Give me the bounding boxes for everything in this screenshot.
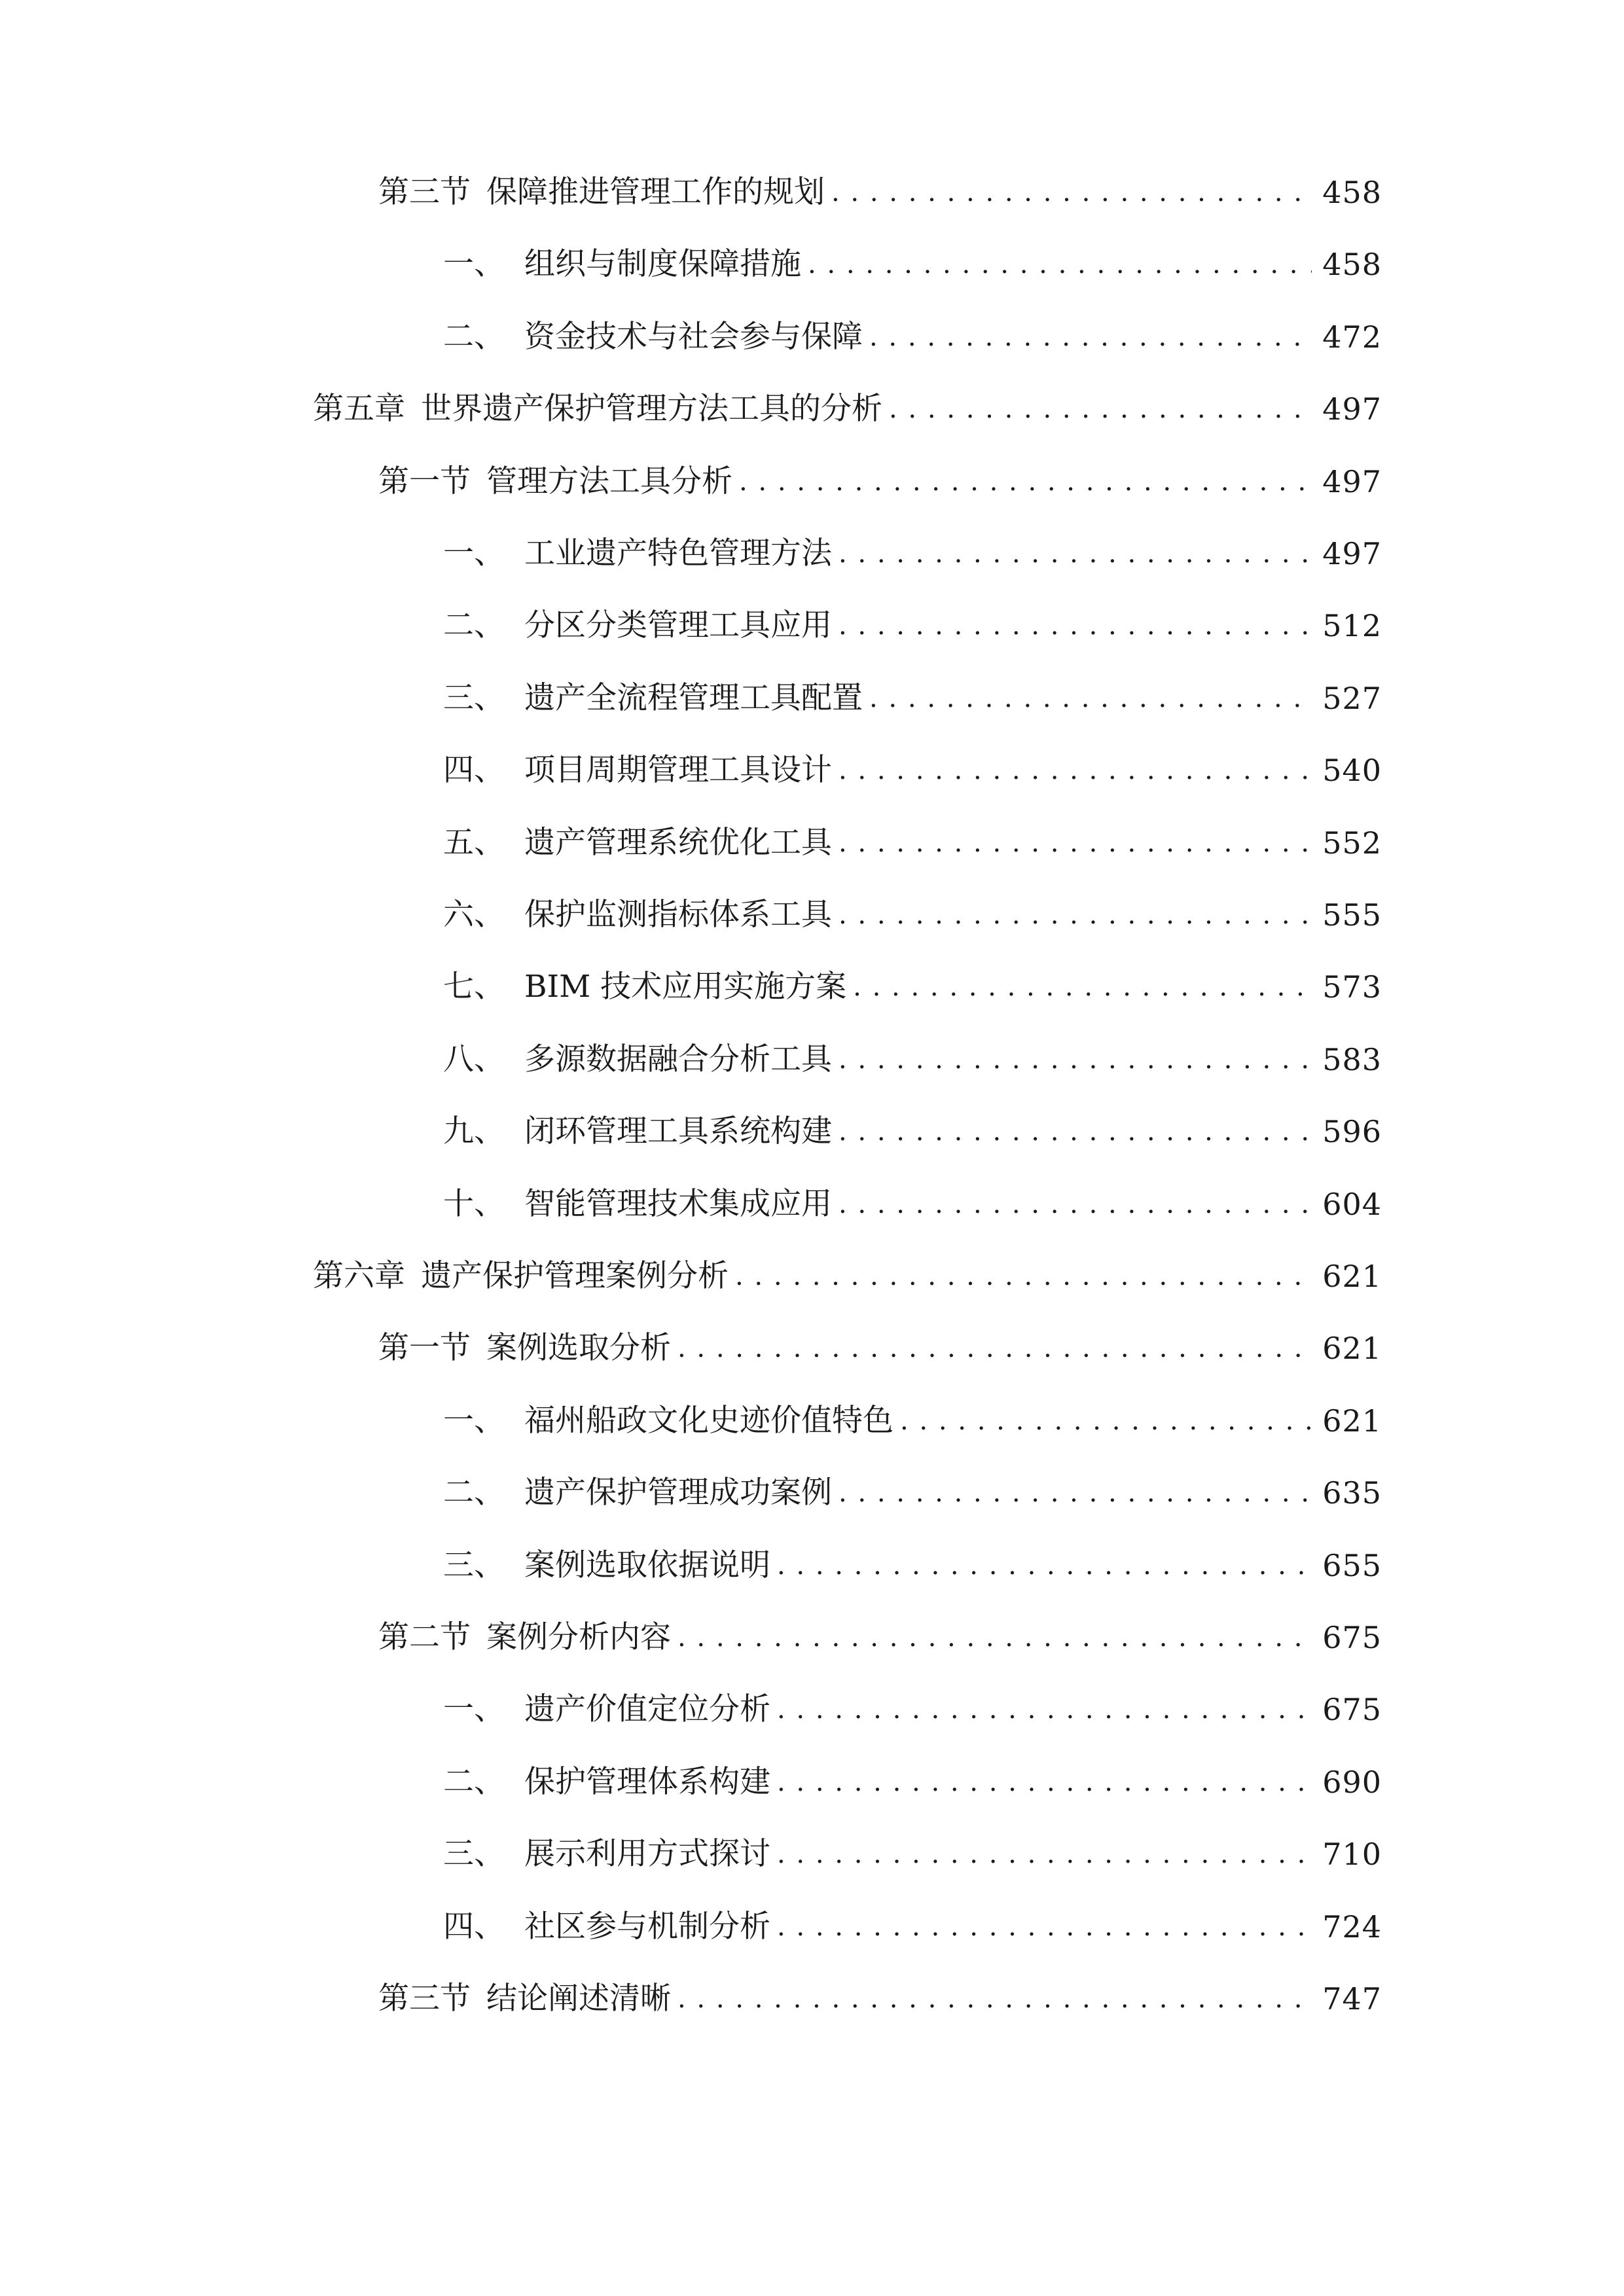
dot-leader [839,1105,1312,1158]
toc-entry-item[interactable] [443,1178,1382,1230]
toc-entry-label: 组织与制度保障措施 [524,246,801,283]
dot-leader [839,1033,1312,1086]
toc-entry-title [443,889,832,941]
toc-entry-page-number: 621 [1322,1259,1382,1294]
toc-entry-item[interactable] [443,1828,1382,1880]
toc-entry-number: 一、 [443,1402,505,1439]
toc-entry-number: 五、 [443,824,505,861]
toc-entry-page-number: 675 [1322,1692,1382,1728]
toc-entry-title [443,528,832,580]
toc-entry-title [378,1611,671,1664]
toc-entry-item[interactable] [443,1683,1382,1736]
toc-entry-section[interactable] [378,1973,1382,2025]
toc-entry-title [443,1756,770,1808]
toc-entry-title [443,744,832,797]
toc-entry-number: 十、 [443,1185,505,1222]
toc-entry-number: 三、 [443,1836,505,1873]
toc-entry-label: 遗产价值定位分析 [524,1691,770,1728]
toc-entry-number: 二、 [443,1763,505,1800]
toc-entry-section[interactable] [378,1322,1382,1374]
toc-entry-page-number: 555 [1322,897,1382,933]
toc-entry-label: 保护监测指标体系工具 [524,897,832,933]
toc-entry-title [443,817,832,869]
toc-entry-page-number: 604 [1322,1186,1382,1222]
toc-entry-item[interactable] [443,1539,1382,1592]
toc-entry-title [443,1901,770,1953]
toc-entry-label: 智能管理技术集成应用 [524,1185,832,1222]
toc-entry-label: 结论阐述清晰 [486,1981,671,2017]
toc-entry-item[interactable] [443,1395,1382,1447]
toc-entry-page-number: 583 [1322,1041,1382,1077]
dot-leader [777,1901,1312,1953]
toc-entry-number: 第一节 [378,1330,471,1367]
toc-entry-label: BIM 技术应用实施方案 [524,969,847,1005]
dot-leader [677,1611,1312,1664]
toc-entry-item[interactable] [443,1467,1382,1519]
toc-entry-title [443,961,846,1013]
dot-leader [869,672,1312,725]
dot-leader [677,1973,1312,2025]
toc-entry-number: 六、 [443,897,505,933]
toc-entry-page-number: 458 [1322,247,1382,283]
dot-leader [777,1683,1312,1736]
toc-entry-label: 保护管理体系构建 [524,1763,770,1800]
toc-entry-item[interactable] [443,238,1382,291]
toc-entry-page-number: 512 [1322,608,1382,644]
toc-entry-number: 第三节 [378,1981,471,2017]
dot-leader [735,1250,1312,1302]
toc-entry-number: 四、 [443,1908,505,1945]
toc-entry-item[interactable] [443,961,1382,1013]
toc-entry-label: 福州船政文化史迹价值特色 [524,1402,893,1439]
toc-entry-page-number: 621 [1322,1403,1382,1439]
dot-leader [839,1467,1312,1519]
toc-entry-label: 遗产保护管理成功案例 [524,1475,832,1511]
toc-entry-number: 第二节 [378,1619,471,1655]
toc-entry-page-number: 724 [1322,1909,1382,1945]
toc-entry-number: 七、 [443,969,505,1005]
toc-entry-title [443,1033,832,1086]
toc-entry-number: 九、 [443,1113,505,1150]
toc-entry-page-number: 675 [1322,1620,1382,1655]
toc-entry-label: 项目周期管理工具设计 [524,752,832,789]
toc-entry-title [443,311,863,363]
toc-entry-number: 四、 [443,752,505,789]
toc-entry-number: 三、 [443,1547,505,1583]
toc-entry-title [443,672,863,725]
toc-entry-section[interactable] [378,166,1382,219]
toc-entry-title [443,1178,832,1230]
toc-entry-item[interactable] [443,1756,1382,1808]
toc-entry-page-number: 527 [1322,680,1382,716]
toc-entry-item[interactable] [443,600,1382,652]
toc-entry-number: 第六章 [313,1258,405,1294]
toc-entry-title [378,166,825,219]
toc-entry-title [313,1250,729,1302]
toc-entry-page-number: 552 [1322,825,1382,861]
dot-leader [839,528,1312,580]
toc-entry-item[interactable] [443,1033,1382,1086]
dot-leader [808,238,1312,291]
toc-entry-label: 案例分析内容 [486,1619,671,1655]
toc-entry-number: 二、 [443,1475,505,1511]
toc-entry-item[interactable] [443,889,1382,941]
toc-entry-page-number: 710 [1322,1837,1382,1873]
toc-entry-title [378,1322,671,1374]
toc-entry-title [378,1973,671,2025]
dot-leader [831,166,1312,219]
toc-entry-number: 一、 [443,1691,505,1728]
dot-leader [777,1756,1312,1808]
toc-entry-item[interactable] [443,744,1382,797]
toc-entry-label: 工业遗产特色管理方法 [524,535,832,571]
dot-leader [739,456,1312,508]
toc-entry-label: 管理方法工具分析 [486,463,732,499]
toc-entry-page-number: 655 [1322,1547,1382,1583]
toc-entry-label: 世界遗产保护管理方法工具的分析 [421,391,882,427]
toc-entry-page-number: 472 [1322,319,1382,355]
dot-leader [839,1178,1312,1230]
toc-entry-number: 三、 [443,679,505,716]
toc-entry-title [443,238,801,291]
toc-entry-section[interactable] [378,1611,1382,1664]
toc-entry-item[interactable] [443,311,1382,363]
toc-entry-label: 多源数据融合分析工具 [524,1041,832,1077]
toc-entry-item[interactable] [443,672,1382,725]
toc-entry-number: 第五章 [313,391,405,427]
toc-entry-label: 案例选取依据说明 [524,1547,770,1583]
toc-entry-title [313,383,882,435]
dot-leader [869,311,1312,363]
dot-leader [677,1322,1312,1374]
toc-entry-number: 二、 [443,318,505,355]
toc-entry-title [443,1539,770,1592]
toc-entry-number: 二、 [443,607,505,644]
dot-leader [777,1539,1312,1592]
toc-entry-label: 案例选取分析 [486,1330,671,1367]
toc-entry-title [443,1467,832,1519]
toc-entry-title [443,1683,770,1736]
dot-leader [777,1828,1312,1880]
toc-entry-page-number: 621 [1322,1331,1382,1367]
toc-entry-page-number: 596 [1322,1114,1382,1150]
toc-entry-page-number: 497 [1322,536,1382,571]
toc-entry-number: 第三节 [378,174,471,210]
dot-leader [839,889,1312,941]
toc-entry-section[interactable] [378,456,1382,508]
toc-entry-title [443,1395,893,1447]
toc-entry-number: 第一节 [378,463,471,499]
toc-entry-label: 保障推进管理工作的规划 [486,174,825,210]
toc-entry-item[interactable] [443,817,1382,869]
toc-entry-label: 遗产保护管理案例分析 [421,1258,729,1294]
toc-entry-chapter[interactable] [313,1250,1382,1302]
toc-entry-chapter[interactable] [313,383,1382,435]
toc-entry-label: 遗产全流程管理工具配置 [524,679,863,716]
toc-entry-page-number: 635 [1322,1475,1382,1511]
dot-leader [853,961,1312,1013]
toc-entry-title [378,456,732,508]
dot-leader [839,744,1312,797]
toc-entry-label: 分区分类管理工具应用 [524,607,832,644]
toc-entry-page-number: 690 [1322,1764,1382,1800]
dot-leader [839,817,1312,869]
toc-entry-item[interactable] [443,528,1382,580]
toc-entry-label: 展示利用方式探讨 [524,1836,770,1873]
toc-entry-item[interactable] [443,1901,1382,1953]
dot-leader [900,1395,1312,1447]
toc-entry-title [443,1828,770,1880]
toc-entry-number: 一、 [443,246,505,283]
toc-entry-item[interactable] [443,1105,1382,1158]
toc-entry-title [443,1105,832,1158]
toc-entry-number: 一、 [443,535,505,571]
toc-entry-label: 社区参与机制分析 [524,1908,770,1945]
toc-entry-title [443,600,832,652]
toc-entry-label: 遗产管理系统优化工具 [524,824,832,861]
toc-entry-page-number: 497 [1322,463,1382,499]
toc-entry-label: 资金技术与社会参与保障 [524,318,863,355]
toc-entry-page-number: 747 [1322,1981,1382,2017]
toc-entry-page-number: 540 [1322,753,1382,789]
toc-entry-page-number: 497 [1322,391,1382,427]
toc-entry-number: 八、 [443,1041,505,1077]
toc-entry-page-number: 458 [1322,175,1382,210]
dot-leader [839,600,1312,652]
dot-leader [889,383,1312,435]
toc-entry-label: 闭环管理工具系统构建 [524,1113,832,1150]
toc-entry-page-number: 573 [1322,969,1382,1005]
